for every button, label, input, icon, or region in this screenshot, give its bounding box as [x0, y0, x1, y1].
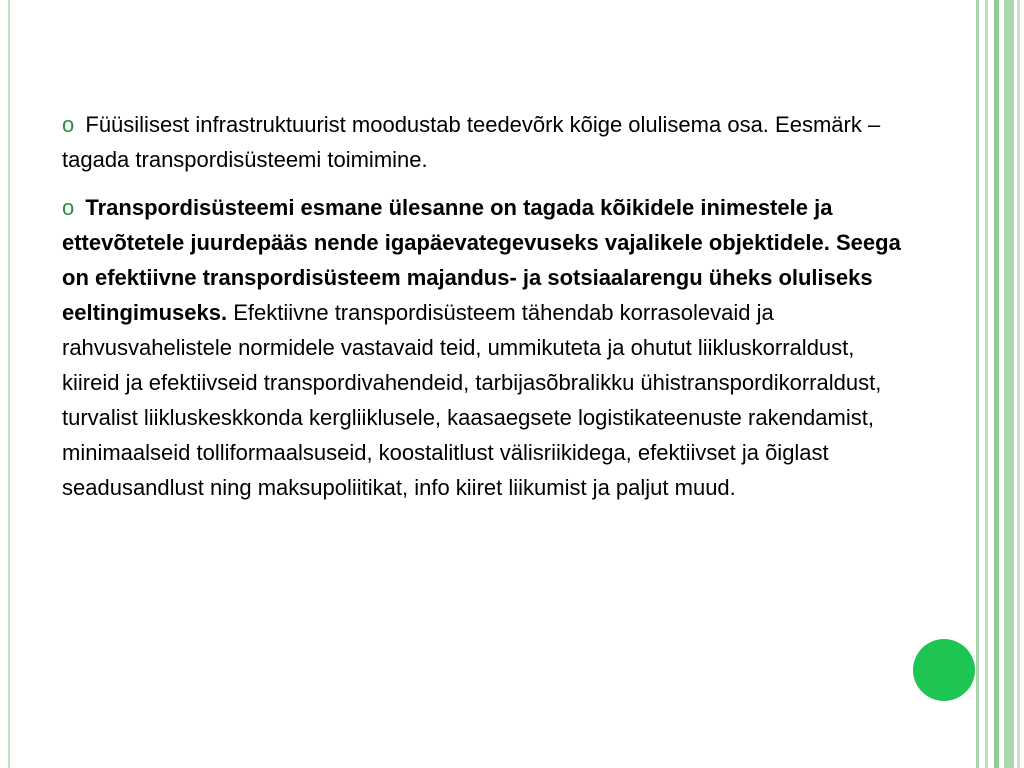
bullet-paragraph-2	[62, 190, 902, 505]
right-border-line	[1004, 0, 1014, 768]
right-border-line	[1017, 0, 1020, 768]
right-border-line	[994, 0, 999, 768]
paragraph-bold-text: Transpordisüsteemi esmane ülesanne on tagada kõikidele inimestele ja ettevõtetele juurdepääs nende igapäevategevuseks vajalikele objektidele. Seega on efektiivne transpordisüsteem majandus- ja sotsiaalarengu üheks oluliseks eeltingimuseks.	[62, 195, 901, 325]
bullet-marker: o	[62, 195, 75, 220]
right-border-line	[976, 0, 979, 768]
slide-body	[62, 107, 902, 505]
bullet-marker: o	[62, 112, 75, 137]
right-border-line	[985, 0, 988, 768]
bullet-paragraph-1	[62, 107, 902, 177]
accent-circle	[913, 639, 975, 701]
left-border-line	[8, 0, 10, 768]
paragraph-text: Füüsilisest infrastruktuurist moodustab teedevõrk kõige olulisema osa. Eesmärk – tagada transpordisüsteemi toimimine.	[62, 112, 881, 172]
paragraph-text: Efektiivne transpordisüsteem tähendab korrasolevaid ja rahvusvahelistele normidele vastavaid teid, ummikuteta ja ohutut liikluskorraldust, kiireid ja efektiivseid transpordivahendeid, tarbijasõbralikku ühistranspordikorraldust, turvalist liikluskeskkonda kergliiklusele, kaasaegsete logistikateenuste rakendamist, minimaalseid tolliformaalsuseid, koostalitlust välisriikidega, efektiivset ja õiglast seadusandlust ning maksupoliitikat, info kiiret liikumist ja paljut muud.	[62, 300, 882, 500]
